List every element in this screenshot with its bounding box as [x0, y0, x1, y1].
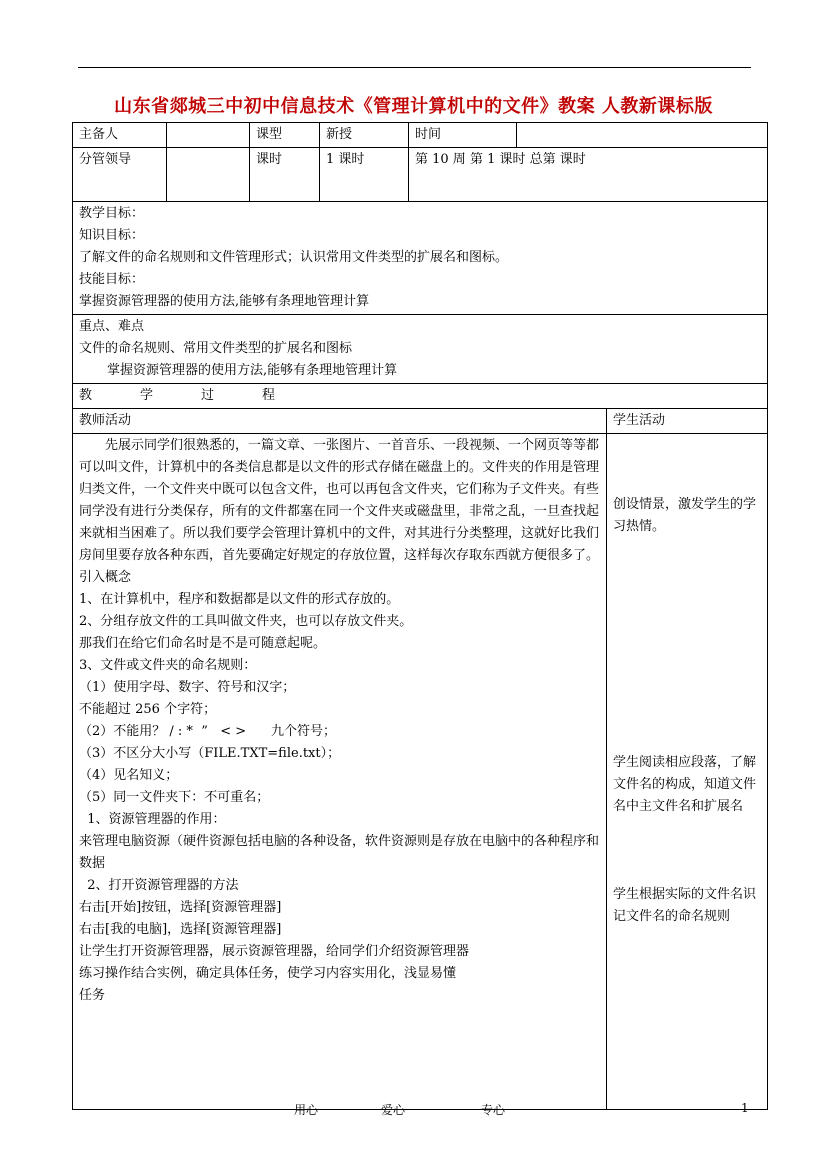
teacher-line: 2、分组存放文件的工具叫做文件夹，也可以存放文件夹。	[79, 614, 413, 629]
teacher-intro-paragraph: 先展示同学们很熟悉的，一篇文章、一张图片、一首音乐、一段视频、一个网页等等都可以叫文件，计算机中的各类信息都是以文件的形式存储在磁盘上的。文件夹的作用是管理归类文件，一个文件夹中既可以包含文件，也可以再包含文件夹，它们称为子文件夹。有些同学没有进行分类保存，所有的文件都塞在同一个文件夹或磁盘里，非常之乱，一旦查找起来就相当困难了。所以我们要学会管理计算机中的文件，对其进行分类整理，这就好比我们房间里要存放各种东西，首先要确定好规定的存放位置，这样每次存取东西就方便很多了。	[79, 438, 600, 563]
teacher-line: 右击[我的电脑]，选择[资源管理器]	[79, 922, 282, 937]
key-point-line: 文件的命名规则、常用文件类型的扩展名和图标	[79, 341, 353, 356]
teacher-line: 2、打开资源管理器的方法	[79, 878, 239, 893]
cell-period-value: 1 课时	[320, 148, 409, 202]
teacher-line: 1、在计算机中，程序和数据都是以文件的形式存放的。	[79, 592, 400, 607]
objectives-line: 了解文件的命名规则和文件管理形式；认识常用文件类型的扩展名和图标。	[79, 250, 509, 265]
objectives-line: 技能目标：	[79, 272, 145, 287]
cell-preparer-label: 主备人	[73, 123, 167, 148]
teacher-line: 引入概念	[79, 570, 132, 585]
teacher-line: （2）不能用？ / : * ” < > 九个符号；	[79, 724, 336, 739]
cell-supervisor-value	[167, 148, 250, 202]
cell-lesson-type-value: 新授	[320, 123, 409, 148]
footer-middle: 爱心	[381, 1103, 406, 1117]
cell-time-label: 时间	[409, 123, 517, 148]
objectives-section	[73, 202, 768, 315]
teacher-line: 来管理电脑资源（硬件资源包括电脑的各种设备，软件资源则是存放在电脑中的各种程序和数据	[79, 834, 600, 871]
key-points-section	[73, 315, 768, 384]
document-title: 山东省郯城三中初中信息技术《管理计算机中的文件》教案 人教新课标版	[114, 96, 713, 117]
student-note: 学生根据实际的文件名识记文件名的命名规则	[613, 887, 757, 924]
process-heading	[73, 384, 768, 409]
teacher-line: 那我们在给它们命名时是不是可随意起呢。	[79, 636, 327, 651]
key-points-heading: 重点、难点	[79, 319, 145, 334]
teacher-line: 任务	[79, 988, 106, 1003]
footer-right: 专心	[481, 1103, 506, 1117]
objectives-line: 教学目标：	[79, 206, 145, 221]
teacher-line: （5）同一文件夹下：不可重名；	[79, 790, 270, 805]
student-activities	[607, 434, 768, 1110]
teacher-line: 1、资源管理器的作用：	[79, 812, 226, 827]
cell-time-value	[517, 123, 768, 148]
cell-week-info: 第 10 周 第 1 课时 总第 课时	[409, 148, 768, 202]
cell-supervisor-label: 分管领导	[73, 148, 167, 202]
objectives-line: 知识目标：	[79, 228, 145, 243]
teacher-line: （4）见名知义；	[79, 768, 179, 783]
header-rule	[78, 67, 751, 68]
key-point-line: 掌握资源管理器的使用方法,能够有条理地管理计算	[107, 363, 398, 378]
page-number: 1	[741, 1101, 749, 1115]
teacher-line: 练习操作结合实例，确定具体任务，使学习内容实用化，浅显易懂	[79, 966, 457, 981]
cell-period-label: 课时	[250, 148, 320, 202]
objectives-line: 掌握资源管理器的使用方法,能够有条理地管理计算	[79, 294, 370, 309]
teacher-line: 让学生打开资源管理器，展示资源管理器，给同学们介绍资源管理器	[79, 944, 470, 959]
teacher-column-header: 教师活动	[73, 409, 607, 434]
teacher-line: 3、文件或文件夹的命名规则：	[79, 658, 257, 673]
lesson-plan-table	[72, 122, 768, 1110]
teacher-activities	[73, 434, 607, 1110]
student-note: 创设情景，激发学生的学习热情。	[613, 497, 757, 534]
teacher-line: （1）使用字母、数字、符号和汉字；	[79, 680, 296, 695]
cell-lesson-type-label: 课型	[250, 123, 320, 148]
teacher-line: （3）不区分大小写（FILE.TXT=file.txt）；	[79, 746, 341, 761]
student-note: 学生阅读相应段落，了解文件名的构成，知道文件名中主文件名和扩展名	[613, 755, 757, 814]
teacher-line: 不能超过 256 个字符；	[79, 702, 217, 717]
cell-preparer-value	[167, 123, 250, 148]
teacher-line: 右击[开始]按钮，选择[资源管理器]	[79, 900, 282, 915]
student-column-header: 学生活动	[607, 409, 768, 434]
process-heading-text: 教学过程	[79, 388, 324, 403]
footer-left: 用心	[294, 1103, 319, 1117]
